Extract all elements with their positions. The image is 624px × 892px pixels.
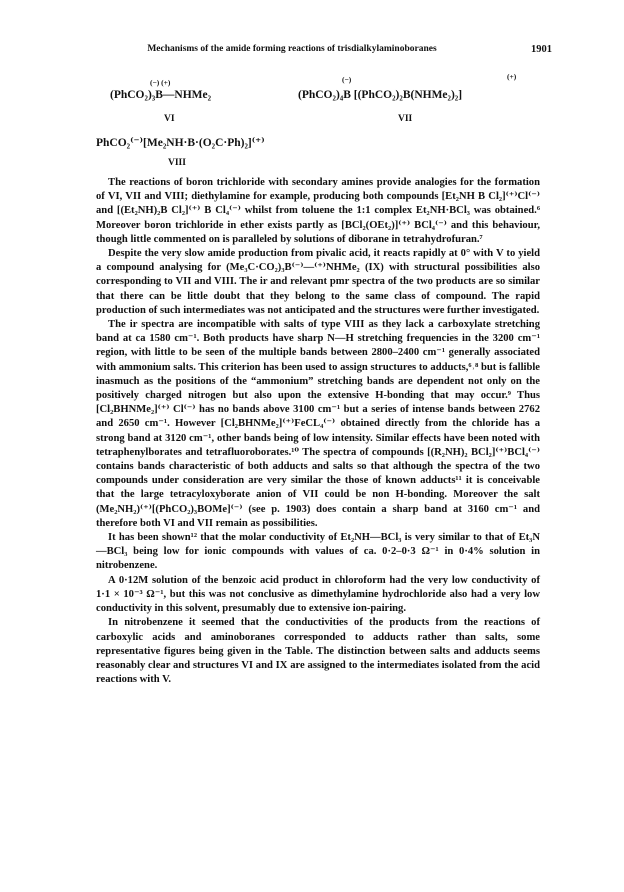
paragraph: It has been shown¹² that the molar conductivity of Et₂NH—BCl₃ is very similar to that of Et₃N—BCl₃ being low for ionic compounds with values of ca. 0·2–0·3 Ω⁻¹ in 0·4% solution in nitrobenzene. — [96, 532, 540, 572]
formula-viii: PhCO₂⁽⁻⁾[Me₂NH·B·(O₂C·Ph)₂]⁽⁺⁾ — [96, 137, 265, 149]
formula-viii-label: VIII — [168, 158, 186, 168]
body-text — [96, 176, 540, 687]
paragraph: In nitrobenzene it seemed that the conductivities of the products from the reactions of carboxylic acids and aminoboranes corresponded to adducts rather than salts, some representative figures being given in the Table. The distinction between salts and adducts seems reasonably clear and structures VI and IX are assigned to the intermediates isolated from the acid reactions with V. — [96, 617, 540, 686]
running-title: Mechanisms of the amide forming reactions of trisdialkylaminoboranes — [147, 44, 437, 54]
formula-vii: (PhCO₂)₄B [(PhCO₂)₂B(NHMe₂)₂] — [298, 89, 463, 101]
formula-vii-label: VII — [398, 114, 413, 124]
formula-vii-charge-b: (−) — [342, 75, 352, 84]
formula-vi: (PhCO₂)₃B—NHMe₂ — [110, 89, 212, 101]
page-number: 1901 — [531, 44, 552, 55]
paragraph: The ir spectra are incompatible with salts of type VIII as they lack a carboxylate stretching band at ca 1580 cm⁻¹. Both products have sharp N—H stretching frequencies in the 3200 cm⁻¹ region, with little to be seen of the multiple bands between 2800–2400 cm⁻¹ generally associated with ammonium salts. This criterion has been used to assign structures to adducts,⁶˒⁸ but is fallible inasmuch as the positions of the “ammonium” stretching bands are dependent not only on the positively charged nitrogen but also upon the extensive H-bonding that may occur.⁹ Thus [Cl₂BHNMe₂]⁽⁺⁾ Cl⁽⁻⁾ has no bands above 3100 cm⁻¹ but a series of intense bands between 2762 and 2650 cm⁻¹. However [Cl₂BHNMe₂]⁽⁺⁾FeCL₄⁽⁻⁾ obtained directly from the chloride has a strong band at 3120 cm⁻¹, other bands being of low intensity. Similar effects have been noted with tetraphenylborates and tetrafluoroborates.¹⁰ The spectra of compounds [(R₂NH)₂ BCl₂]⁽⁺⁾BCl₄⁽⁻⁾ contains bands characteristic of both adducts and salts so that although the spectra of the two compounds under consideration are very similar the those of known adducts¹¹ it is conceivable that the large tetracyloxyborate anion of VII could be non H-bonding. Moreover the salt (Me₂NH₂)⁽⁺⁾[(PhCO₂)₃BOMe]⁽⁻⁾ (see p. 1903) does contain a sharp band at 3160 cm⁻¹ and therefore both VI and VII remain as possibilities. — [96, 319, 540, 529]
formula-vi-label: VI — [164, 114, 175, 124]
running-header — [72, 44, 552, 60]
formula-vii-charge-end: (+) — [507, 72, 517, 81]
formula-vi-charges: (−) (+) — [150, 78, 171, 87]
paragraph: A 0·12M solution of the benzoic acid product in chloroform had the very low conductivity of 1·1 × 10⁻³ Ω⁻¹, but this was not conclusive as dimethylamine hydrochloride also had a very low conductivity in this solvent, presumably due to extensive ion-pairing. — [96, 574, 540, 615]
paragraph: Despite the very slow amide production from pivalic acid, it reacts rapidly at 0° with V to yield a compound analysing for (Me₃C·CO₂)₃B⁽⁻⁾—⁽⁺⁾NHMe₂ (IX) with structural possibilities also corresponding to VII and VIII. The ir and relevant pmr spectra of the two products are so similar that there can be little doubt that they belong to the same class of compound. The rapid production of such intermediates was not anticipated and the structures were further investigated. — [96, 248, 540, 316]
paragraph: The reactions of boron trichloride with secondary amines provide analogies for the formation of VI, VII and VIII; diethylamine for example, producing both compounds [Et₂NH B Cl₂]⁽⁺⁾Cl⁽⁻⁾ and [(Et₂NH)₂B Cl₂]⁽⁺⁾ B Cl₄⁽⁻⁾ whilst from toluene the 1:1 complex Et₂NH·BCl₃ was obtained.⁶ Moreover boron trichloride in ether exists partly as [BCl₂(OEt₂)]⁽⁺⁾ BCl₄⁽⁻⁾ and this behaviour, though little commented on is paralleled by solutions of diborane in tetrahydrofuran.⁷ — [96, 177, 540, 245]
